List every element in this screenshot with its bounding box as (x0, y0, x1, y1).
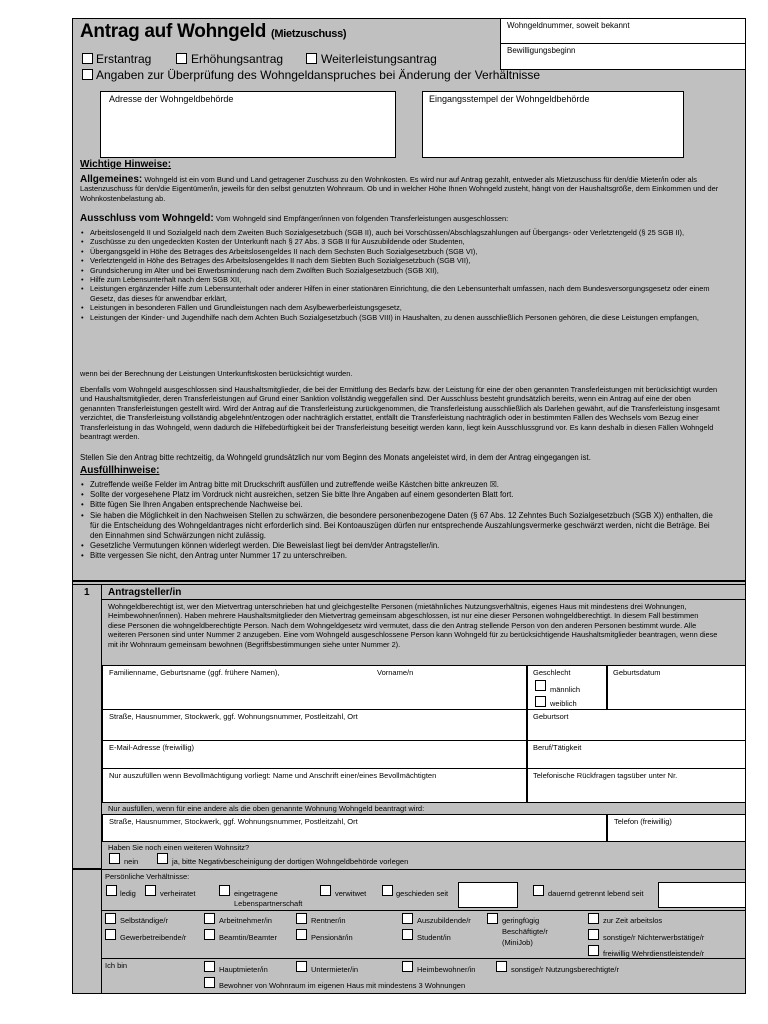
wehrdienst-label: freiwillig Wehrdienstleistende/r (603, 949, 705, 958)
telefon-field[interactable] (607, 814, 746, 842)
email-field[interactable] (102, 740, 527, 769)
title-main: Antrag auf Wohngeld (80, 21, 267, 42)
list-item: • Arbeitslosengeld II und Sozialgeld nach dem Zweiten Buch Sozialgesetzbuch (SGB II), auch bei Vorschüssen/Abschlagszahlungen auf Übergangs- oder Verletztengeld (§ 25 SGB II), (78, 228, 718, 237)
section-rule (101, 910, 746, 911)
familienname-label: Familienname, Geburtsname (ggf. frühere Namen), (109, 668, 280, 677)
weiterleistungsantrag-checkbox[interactable] (306, 53, 317, 64)
sonstige-nutzung-label: sonstige/r Nutzungsberechtigte/r (511, 965, 619, 974)
section-number-column (72, 584, 102, 869)
list-item: • Bitte vergessen Sie nicht, den Antrag unter Nummer 17 zu unterschreiben. (78, 551, 718, 561)
rueckfragen-field[interactable] (527, 768, 746, 803)
beschaeftigte-label: Beschäftigte/r (502, 927, 548, 936)
verwitwet-checkbox[interactable] (320, 885, 331, 896)
verheiratet-label: verheiratet (160, 889, 196, 898)
gewerbetreibende-label: Gewerbetreibende/r (120, 933, 187, 942)
list-item: • Gesetzliche Vermutungen können widerlegt werden. Die Beweislast liegt bei dem/der Antragsteller/in. (78, 541, 718, 551)
geburtsort-field[interactable] (527, 709, 746, 741)
geschlecht-field (527, 665, 607, 710)
section-divider (72, 869, 746, 870)
list-item: • Sie haben die Möglichkeit in den Nachweisen Stellen zu schwärzen, die besondere personenbezogene Daten (§ 67 Abs. 12 Zehntes Buch Sozialgesetzbuch (SGB X)) enthalten, die für die Entscheidung des Wohngeldantrages nicht erforderlich sind. Bei Kontoauszügen dürfen nur entsprechende Auszahlungsvermerke geschwärzt werden, nicht die Beträge. Bei den Einnahmen sind Schwärzungen nicht zulässig. (78, 511, 718, 542)
rentner-checkbox[interactable] (296, 913, 307, 924)
erhoehungsantrag-label: Erhöhungsantrag (191, 52, 284, 66)
wohngeldnummer-field[interactable] (500, 18, 746, 44)
rueckfragen-label: Telefonische Rückfragen tagsüber unter Nr. (533, 771, 678, 780)
bevollmaechtigt-field[interactable] (102, 768, 527, 803)
hauptmieter-label: Hauptmieter/in (219, 965, 268, 974)
gewerbetreibende-checkbox[interactable] (105, 929, 116, 940)
aenderung-checkbox[interactable] (82, 69, 93, 80)
ausschluss-paragraph (80, 214, 720, 223)
eingangsstempel-label: Eingangsstempel der Wohngeldbehörde (429, 94, 590, 104)
beamtin-checkbox[interactable] (204, 929, 215, 940)
geburtsdatum-field[interactable] (607, 665, 746, 710)
getrennt-checkbox[interactable] (533, 885, 544, 896)
beamtin-label: Beamtin/Beamter (219, 933, 277, 942)
form-title (80, 22, 346, 41)
arbeitslos-checkbox[interactable] (588, 913, 599, 924)
andere-wohnung-label: Nur ausfüllen, wenn für eine andere als die oben genannte Wohnung Wohngeld beantragt wird: (108, 804, 425, 813)
geburtsort-label: Geburtsort (533, 712, 569, 721)
rentner-label: Rentner/in (311, 916, 346, 925)
geschieden-seit-field[interactable] (458, 882, 518, 908)
arbeitnehmer-checkbox[interactable] (204, 913, 215, 924)
column-rule (101, 869, 102, 994)
geschieden-checkbox[interactable] (382, 885, 393, 896)
erstantrag-checkbox[interactable] (82, 53, 93, 64)
bewilligungsbeginn-label: Bewilligungsbeginn (507, 46, 576, 55)
stellen-paragraph: Stellen Sie den Antrag bitte rechtzeitig, da Wohngeld grundsätzlich nur vom Beginn des Monats angeleistet wird, in dem der Antrag eingegangen ist. (80, 453, 591, 462)
wehrdienst-checkbox[interactable] (588, 945, 599, 956)
selbststaendig-label: Selbständige/r (120, 916, 168, 925)
auszubildende-label: Auszubildende/r (417, 916, 471, 925)
list-item: • Leistungen ergänzender Hilfe zum Lebensunterhalt oder anderer Hilfen in einer stationären Einrichtung, die den Lebensunterhalt umfassen, nach dem Bundesversorgungsgesetz oder einem Gesetz, das dieses für anwendbar erklärt, (78, 284, 718, 303)
list-item: • Leistungen der Kinder- und Jugendhilfe nach dem Achten Buch Sozialgesetzbuch (SGB VIII) in Haushalten, zu denen ausschließlich Personen gehören, die diese Leistungen empfangen, (78, 313, 718, 322)
untermieter-label: Untermieter/in (311, 965, 359, 974)
beruf-label: Beruf/Tätigkeit (533, 743, 582, 752)
maennlich-label: männlich (550, 685, 581, 694)
ledig-checkbox[interactable] (106, 885, 117, 896)
verheiratet-checkbox[interactable] (145, 885, 156, 896)
section-rule (101, 958, 746, 959)
aenderung-label: Angaben zur Überprüfung des Wohngeldanspruches bei Änderung der Verhältnisse (96, 68, 541, 82)
geburtsdatum-label: Geburtsdatum (613, 668, 661, 677)
weiblich-checkbox[interactable] (535, 696, 546, 707)
maennlich-checkbox[interactable] (535, 680, 546, 691)
beruf-field[interactable] (527, 740, 746, 769)
list-item: • Grundsicherung im Alter und bei Erwerbsminderung nach dem Zwölften Buch Sozialgesetzbuch (SGB XII), (78, 266, 718, 275)
list-item: • Hilfe zum Lebensunterhalt nach dem SGB XII, (78, 275, 718, 284)
ausschluss-heading: Ausschluss vom Wohngeld: (80, 213, 214, 224)
auszubildende-checkbox[interactable] (402, 913, 413, 924)
getrennt-seit-field[interactable] (658, 882, 746, 908)
nichterwerb-checkbox[interactable] (588, 929, 599, 940)
strasse-label: Straße, Hausnummer, Stockwerk, ggf. Wohnungsnummer, Postleitzahl, Ort (109, 712, 358, 721)
geringfuegig-checkbox[interactable] (487, 913, 498, 924)
lebenspartnerschaft-label: Lebenspartnerschaft (234, 899, 303, 908)
section-title: Antragsteller/in (108, 587, 182, 598)
telefon-label: Telefon (freiwillig) (614, 817, 672, 826)
section-rule (102, 599, 746, 600)
wohnsitz-question: Haben Sie noch einen weiteren Wohnsitz? (108, 843, 250, 852)
list-item: • Verletztengeld in Höhe des Betrages des Arbeitslosengeldes II nach dem Siebten Buch Sozialgesetzbuch (SGB VII), (78, 256, 718, 265)
allgemeines-text: Wohngeld ist ein vom Bund und Land getragener Zuschuss zu den Wohnkosten. Es wird nur auf Antrag gezahlt, entweder als Mietzuschuss für den/die Mieter/in oder als Lastenzuschuss für den/die Eigentümer/in, jeweils für den selbst genutzten Wohnraum. Ob und in welcher Höhe Ihnen Wohngeld zusteht, hängt von der Haushaltsgröße, dem Einkommen und der Wohnkostenbelastung ab. (80, 175, 719, 203)
ausschluss-text: Vom Wohngeld sind Empfänger/innen von folgenden Transferleistungen ausgeschlossen: (215, 214, 509, 223)
sonstige-nutzung-checkbox[interactable] (496, 961, 507, 972)
list-item: • Zuschüsse zu den ungedeckten Kosten der Unterkunft nach § 27 Abs. 3 SGB II für Auszubildende oder Studenten, (78, 237, 718, 246)
hinweise-heading: Wichtige Hinweise: (80, 159, 172, 170)
ich-bin-label: Ich bin (105, 961, 128, 970)
weiterleistungsantrag-label: Weiterleistungsantrag (321, 52, 437, 66)
heimbewohner-label: Heimbewohner/in (417, 965, 476, 974)
bewilligungsbeginn-field[interactable] (500, 43, 746, 70)
wohnsitz-nein-label: nein (124, 857, 139, 866)
allgemeines-paragraph (80, 175, 720, 203)
allgemeines-heading: Allgemeines: (80, 174, 143, 185)
selbststaendig-checkbox[interactable] (105, 913, 116, 924)
heimbewohner-checkbox[interactable] (402, 961, 413, 972)
lebenspartnerschaft-checkbox[interactable] (219, 885, 230, 896)
list-item: • Übergangsgeld in Höhe des Betrages des Arbeitslosengeldes II nach dem Sechsten Buch Sozialgesetzbuch (SGB VI), (78, 247, 718, 256)
student-label: Student/in (417, 933, 451, 942)
name-field[interactable] (102, 665, 527, 710)
section-number: 1 (84, 587, 90, 598)
ausfuell-heading: Ausfüllhinweise: (80, 465, 160, 476)
geschlecht-label: Geschlecht (533, 668, 571, 677)
adresse-field[interactable] (102, 709, 527, 741)
bevollmaechtigt-label: Nur auszufüllen wenn Bevollmächtigung vorliegt: Name und Anschrift einer/eines Bevollmächtigten (109, 771, 437, 780)
andere-adresse-field[interactable] (102, 814, 607, 842)
arbeitnehmer-label: Arbeitnehmer/in (219, 916, 272, 925)
section1-intro: Wohngeldberechtigt ist, wer den Mietvertrag unterschrieben hat und gleichgestellte Personen (mietähnliches Nutzungsverhältnis, eigenes Haus mit mindestens drei Wohnungen, Heimbewohner/innen). Haben mehrere Haushaltsmitglieder den Mietvertrag gemeinsam abgeschlossen, ist nur eine dieser Personen wohngeldberechtigt. In diesem Fall bestimmen diese Personen die wohngeldberechtigte Person. Nach dem Wohngeldgesetz wird vermutet, dass die den Antrag stellende Person von den anderen Personen bestimmt wurde. Alle weiteren Personen sind unter Nummer 2 anzugeben. Eine vom Wohngeld ausgeschlossene Person kann Wohngeld für zu berücksichtigende Haushaltsmitglieder beantragen, wenn diese mit ihr Wohnraum gemeinsam bewohnen (Begriffsbestimmungen siehe unter Nummer 2). (108, 602, 718, 649)
geschieden-label: geschieden seit (396, 889, 449, 898)
ebenfalls-paragraph: Ebenfalls vom Wohngeld ausgeschlossen sind Haushaltsmitglieder, die bei der Ermittlung des Bedarfs bzw. der Leistung für eine der oben genannten Transferleistungen mit berücksichtigt wurden und Haushaltsmitglieder, deren Transferleistungen auf Grund einer Sanktion vollständig weggefallen sind. Der Ausschluss besteht grundsätzlich bereits, wenn ein Antrag auf eine der oben genannten Transferleistungen gestellt wird. Wird der Antrag auf die Transferleistung zurückgenommen, die Transferleistung ausschließlich als Darlehen gewährt, auf die Transferleistung insgesamt verzichtet, die Transferleistung vollständig abgelehnt/entzogen oder nachträglich erstattet, entfällt die Transferleistung nachträglich oder in bestimmten Fällen des Wechsels vom Bezug einer Transferleistung in das Wohngeld, wenn dadurch die Hilfebedürftigkeit bei der Transferleistung beseitigt werden kann, liegt kein Ausschlussgrund vor. Es kann deshalb in diesen Fällen Wohngeld beantragt werden. (80, 385, 720, 442)
list-item: • Bitte fügen Sie Ihren Angaben entsprechende Nachweise bei. (78, 500, 718, 510)
list-item: • Zutreffende weiße Felder im Antrag bitte mit Druckschrift ausfüllen und zutreffende weiße Kästchen bitte ankreuzen ☒. (78, 480, 718, 490)
adresse-label: Adresse der Wohngeldbehörde (109, 94, 234, 104)
adresse-wohngeldbehoerde-field[interactable] (100, 91, 396, 158)
hauptmieter-checkbox[interactable] (204, 961, 215, 972)
verhaeltnisse-title: Persönliche Verhältnisse: (105, 872, 190, 881)
strasse2-label: Straße, Hausnummer, Stockwerk, ggf. Wohnungsnummer, Postleitzahl, Ort (109, 817, 358, 826)
weiblich-label: weiblich (550, 699, 577, 708)
untermieter-checkbox[interactable] (296, 961, 307, 972)
vorname-label: Vorname/n (377, 668, 414, 677)
arbeitslos-label: zur Zeit arbeitslos (603, 916, 663, 925)
pensionaer-label: Pensionär/in (311, 933, 353, 942)
pensionaer-checkbox[interactable] (296, 929, 307, 940)
bewohner-eigentum-label: Bewohner von Wohnraum im eigenen Haus mit mindestens 3 Wohnungen (219, 981, 466, 990)
wohnsitz-ja-label: ja, bitte Negativbescheinigung der dortigen Wohngeldbehörde vorlegen (172, 857, 409, 866)
minijob-label: (MiniJob) (502, 938, 533, 947)
section-divider (72, 580, 746, 582)
erhoehungsantrag-checkbox[interactable] (176, 53, 187, 64)
list-item: • Leistungen in besonderen Fällen und Grundleistungen nach dem Asylbewerberleistungsgesetz, (78, 303, 718, 312)
verwitwet-label: verwitwet (335, 889, 367, 898)
ausfuell-list (78, 480, 718, 562)
wohnsitz-nein-checkbox[interactable] (109, 853, 120, 864)
title-suffix: (Mietzuschuss) (271, 28, 347, 40)
list-item: • Sollte der vorgesehene Platz im Vordruck nicht ausreichen, setzen Sie bitte Ihre Angaben auf einem gesonderten Blatt fort. (78, 490, 718, 500)
student-checkbox[interactable] (402, 929, 413, 940)
email-label: E-Mail-Adresse (freiwillig) (109, 743, 195, 752)
erstantrag-label: Erstantrag (96, 52, 152, 66)
wohngeldnummer-label: Wohngeldnummer, soweit bekannt (507, 21, 630, 30)
ausschluss-list (78, 228, 718, 322)
geringfuegig-label: geringfügig (502, 916, 540, 925)
wohnsitz-ja-checkbox[interactable] (157, 853, 168, 864)
nichterwerb-label: sonstige/r Nichterwerbstätige/r (603, 933, 705, 942)
eingangsstempel-field (422, 91, 684, 158)
eingetragene-label: eingetragene (234, 889, 278, 898)
getrennt-label: dauernd getrennt lebend seit (548, 889, 644, 898)
ausschluss-tail: wenn bei der Berechnung der Leistungen Unterkunftskosten berücksichtigt wurden. (80, 369, 353, 378)
ledig-label: ledig (120, 889, 136, 898)
section-divider (72, 584, 746, 585)
bewohner-eigentum-checkbox[interactable] (204, 977, 215, 988)
